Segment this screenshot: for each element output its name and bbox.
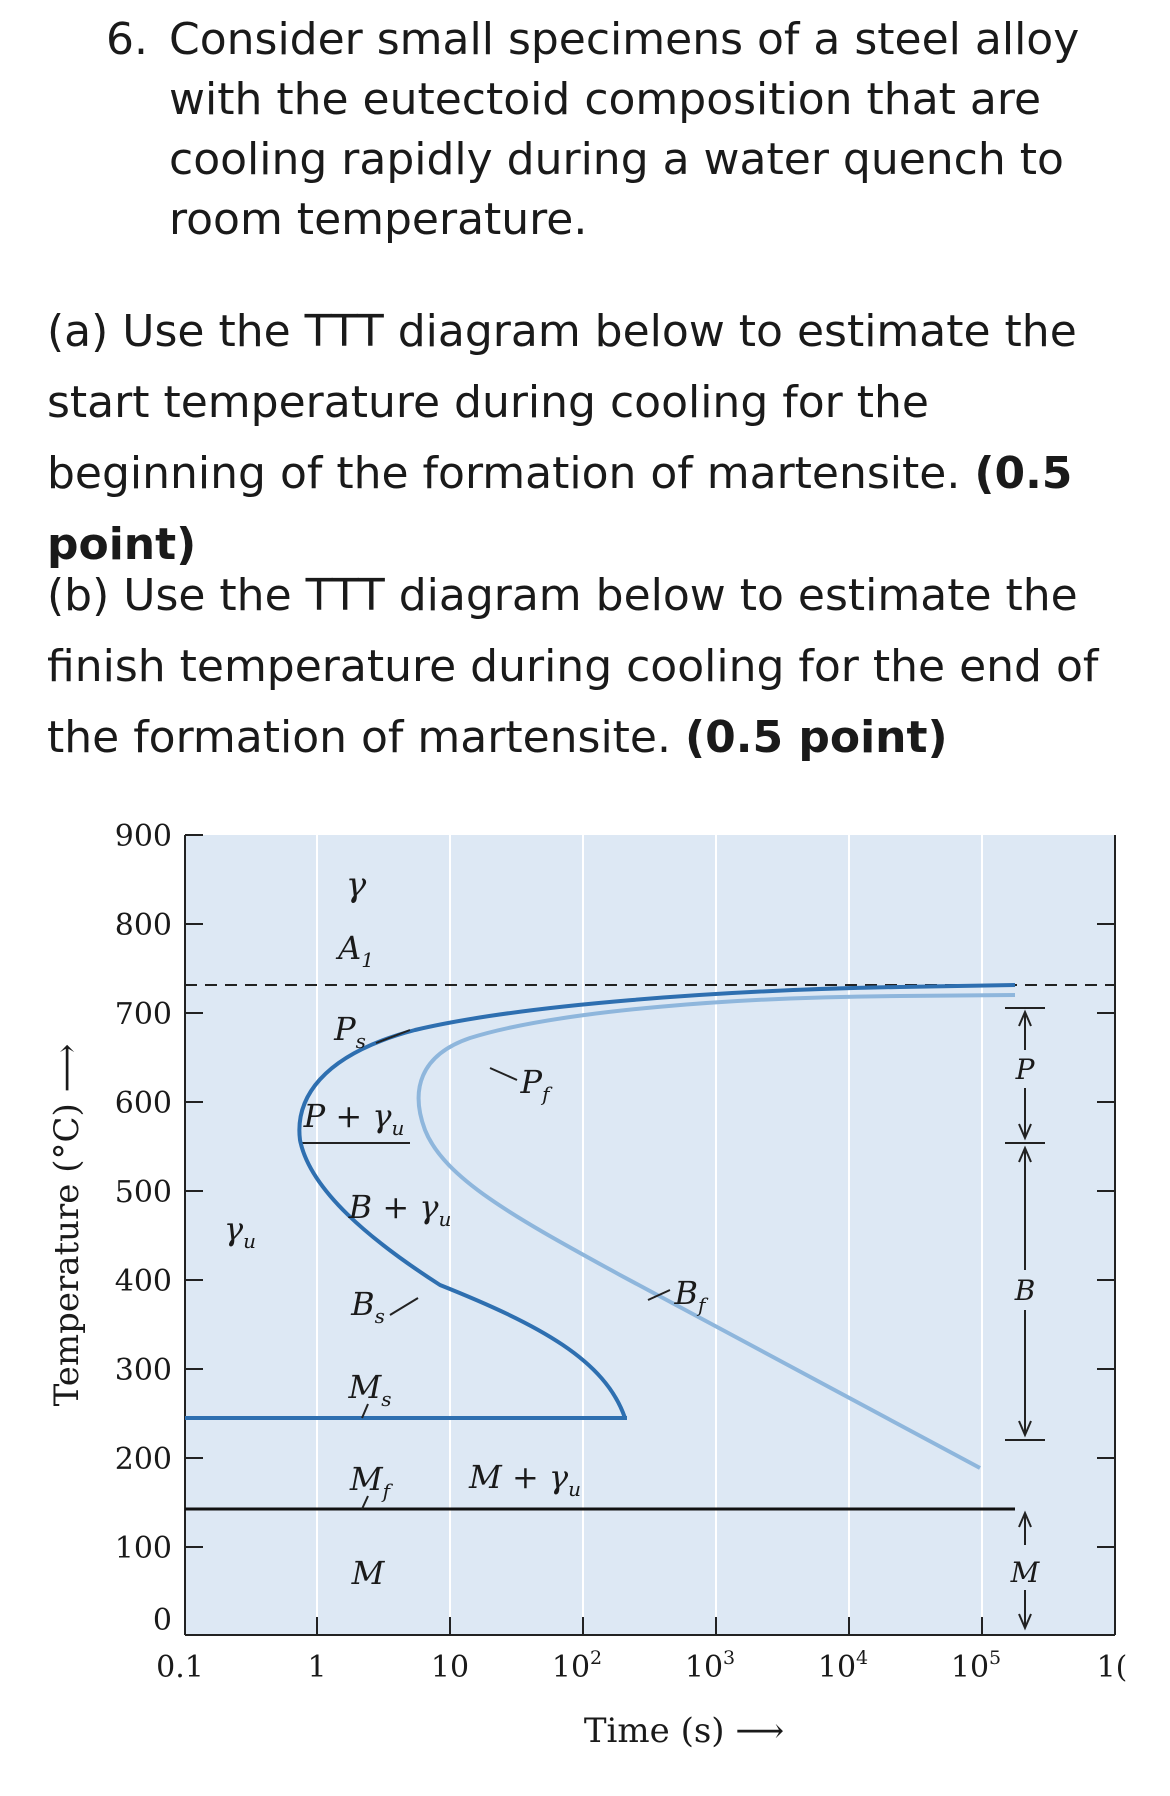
y-tick-label: 200 xyxy=(114,1442,172,1477)
ttt-diagram-svg xyxy=(0,810,1170,1796)
y-tick-label: 900 xyxy=(114,819,172,854)
bracket-label-m: M xyxy=(1010,1556,1040,1589)
bracket-label-p: P xyxy=(1015,1053,1035,1086)
label-bf: $B_f$ xyxy=(674,1274,706,1317)
label-gamma-u: $\gamma_u$ xyxy=(223,1210,257,1253)
label-bs: $B_s$ xyxy=(351,1285,385,1328)
label-gamma: γ xyxy=(345,865,367,905)
x-tick-label: 1( xyxy=(1096,1650,1128,1685)
part-b-text: (b) Use the TTT diagram below to estimate the finish temperature during cooling for the end of the formation of martensite. xyxy=(47,570,1099,763)
x-tick-label: $10^3$ xyxy=(684,1647,736,1685)
part-a xyxy=(47,296,1157,580)
plot-background xyxy=(185,835,1115,1635)
question-number: 6. xyxy=(106,14,148,65)
y-axis-label: Temperature (°C) ⟶ xyxy=(47,1043,87,1407)
y-tick-label: 700 xyxy=(114,997,172,1032)
x-tick-labels xyxy=(156,1647,1127,1685)
x-tick-label: $10^4$ xyxy=(817,1647,869,1685)
y-tick-label: 0 xyxy=(152,1603,172,1638)
label-b-gamma-u: $B + \gamma_u$ xyxy=(348,1188,452,1231)
label-a1: $A_1$ xyxy=(338,929,374,972)
y-tick-label: 500 xyxy=(114,1175,172,1210)
y-tick-label: 100 xyxy=(114,1531,172,1566)
x-tick-label: 1 xyxy=(307,1650,327,1685)
y-tick-label: 300 xyxy=(114,1353,172,1388)
x-tick-label: $10^5$ xyxy=(950,1647,1002,1685)
part-a-text: (a) Use the TTT diagram below to estimate the start temperature during cooling for the beginning of the formation of martensite. xyxy=(47,306,1077,499)
label-pf: $P_f$ xyxy=(520,1063,550,1106)
label-mf: $M_f$ xyxy=(349,1460,391,1503)
ttt-diagram xyxy=(0,810,1170,1796)
label-ms: $M_s$ xyxy=(348,1368,392,1411)
x-tick-label: $10^2$ xyxy=(551,1647,603,1685)
x-tick-label: 10 xyxy=(430,1650,470,1685)
x-tick-label: 0.1 xyxy=(156,1650,204,1685)
part-b-points: (0.5 point) xyxy=(685,712,948,763)
part-a-points: (0.5 point) xyxy=(47,448,1073,570)
part-b xyxy=(47,560,1157,773)
y-tick-labels xyxy=(115,819,172,1638)
x-axis-label: Time (s) ⟶ xyxy=(583,1711,785,1751)
label-p-gamma-u: $P + \gamma_u$ xyxy=(303,1097,405,1140)
y-tick-label: 400 xyxy=(114,1264,172,1299)
label-m: M xyxy=(351,1554,385,1592)
label-ps: $P_s$ xyxy=(334,1010,366,1053)
bracket-label-b: B xyxy=(1014,1274,1036,1307)
y-tick-label: 800 xyxy=(114,908,172,943)
label-m-gamma-u: $M + \gamma_u$ xyxy=(469,1458,581,1501)
y-tick-label: 600 xyxy=(114,1086,172,1121)
question-text: Consider small specimens of a steel alloy with the eutectoid composition that are cooling rapidly during a water quench to room temperature. xyxy=(169,14,1080,245)
